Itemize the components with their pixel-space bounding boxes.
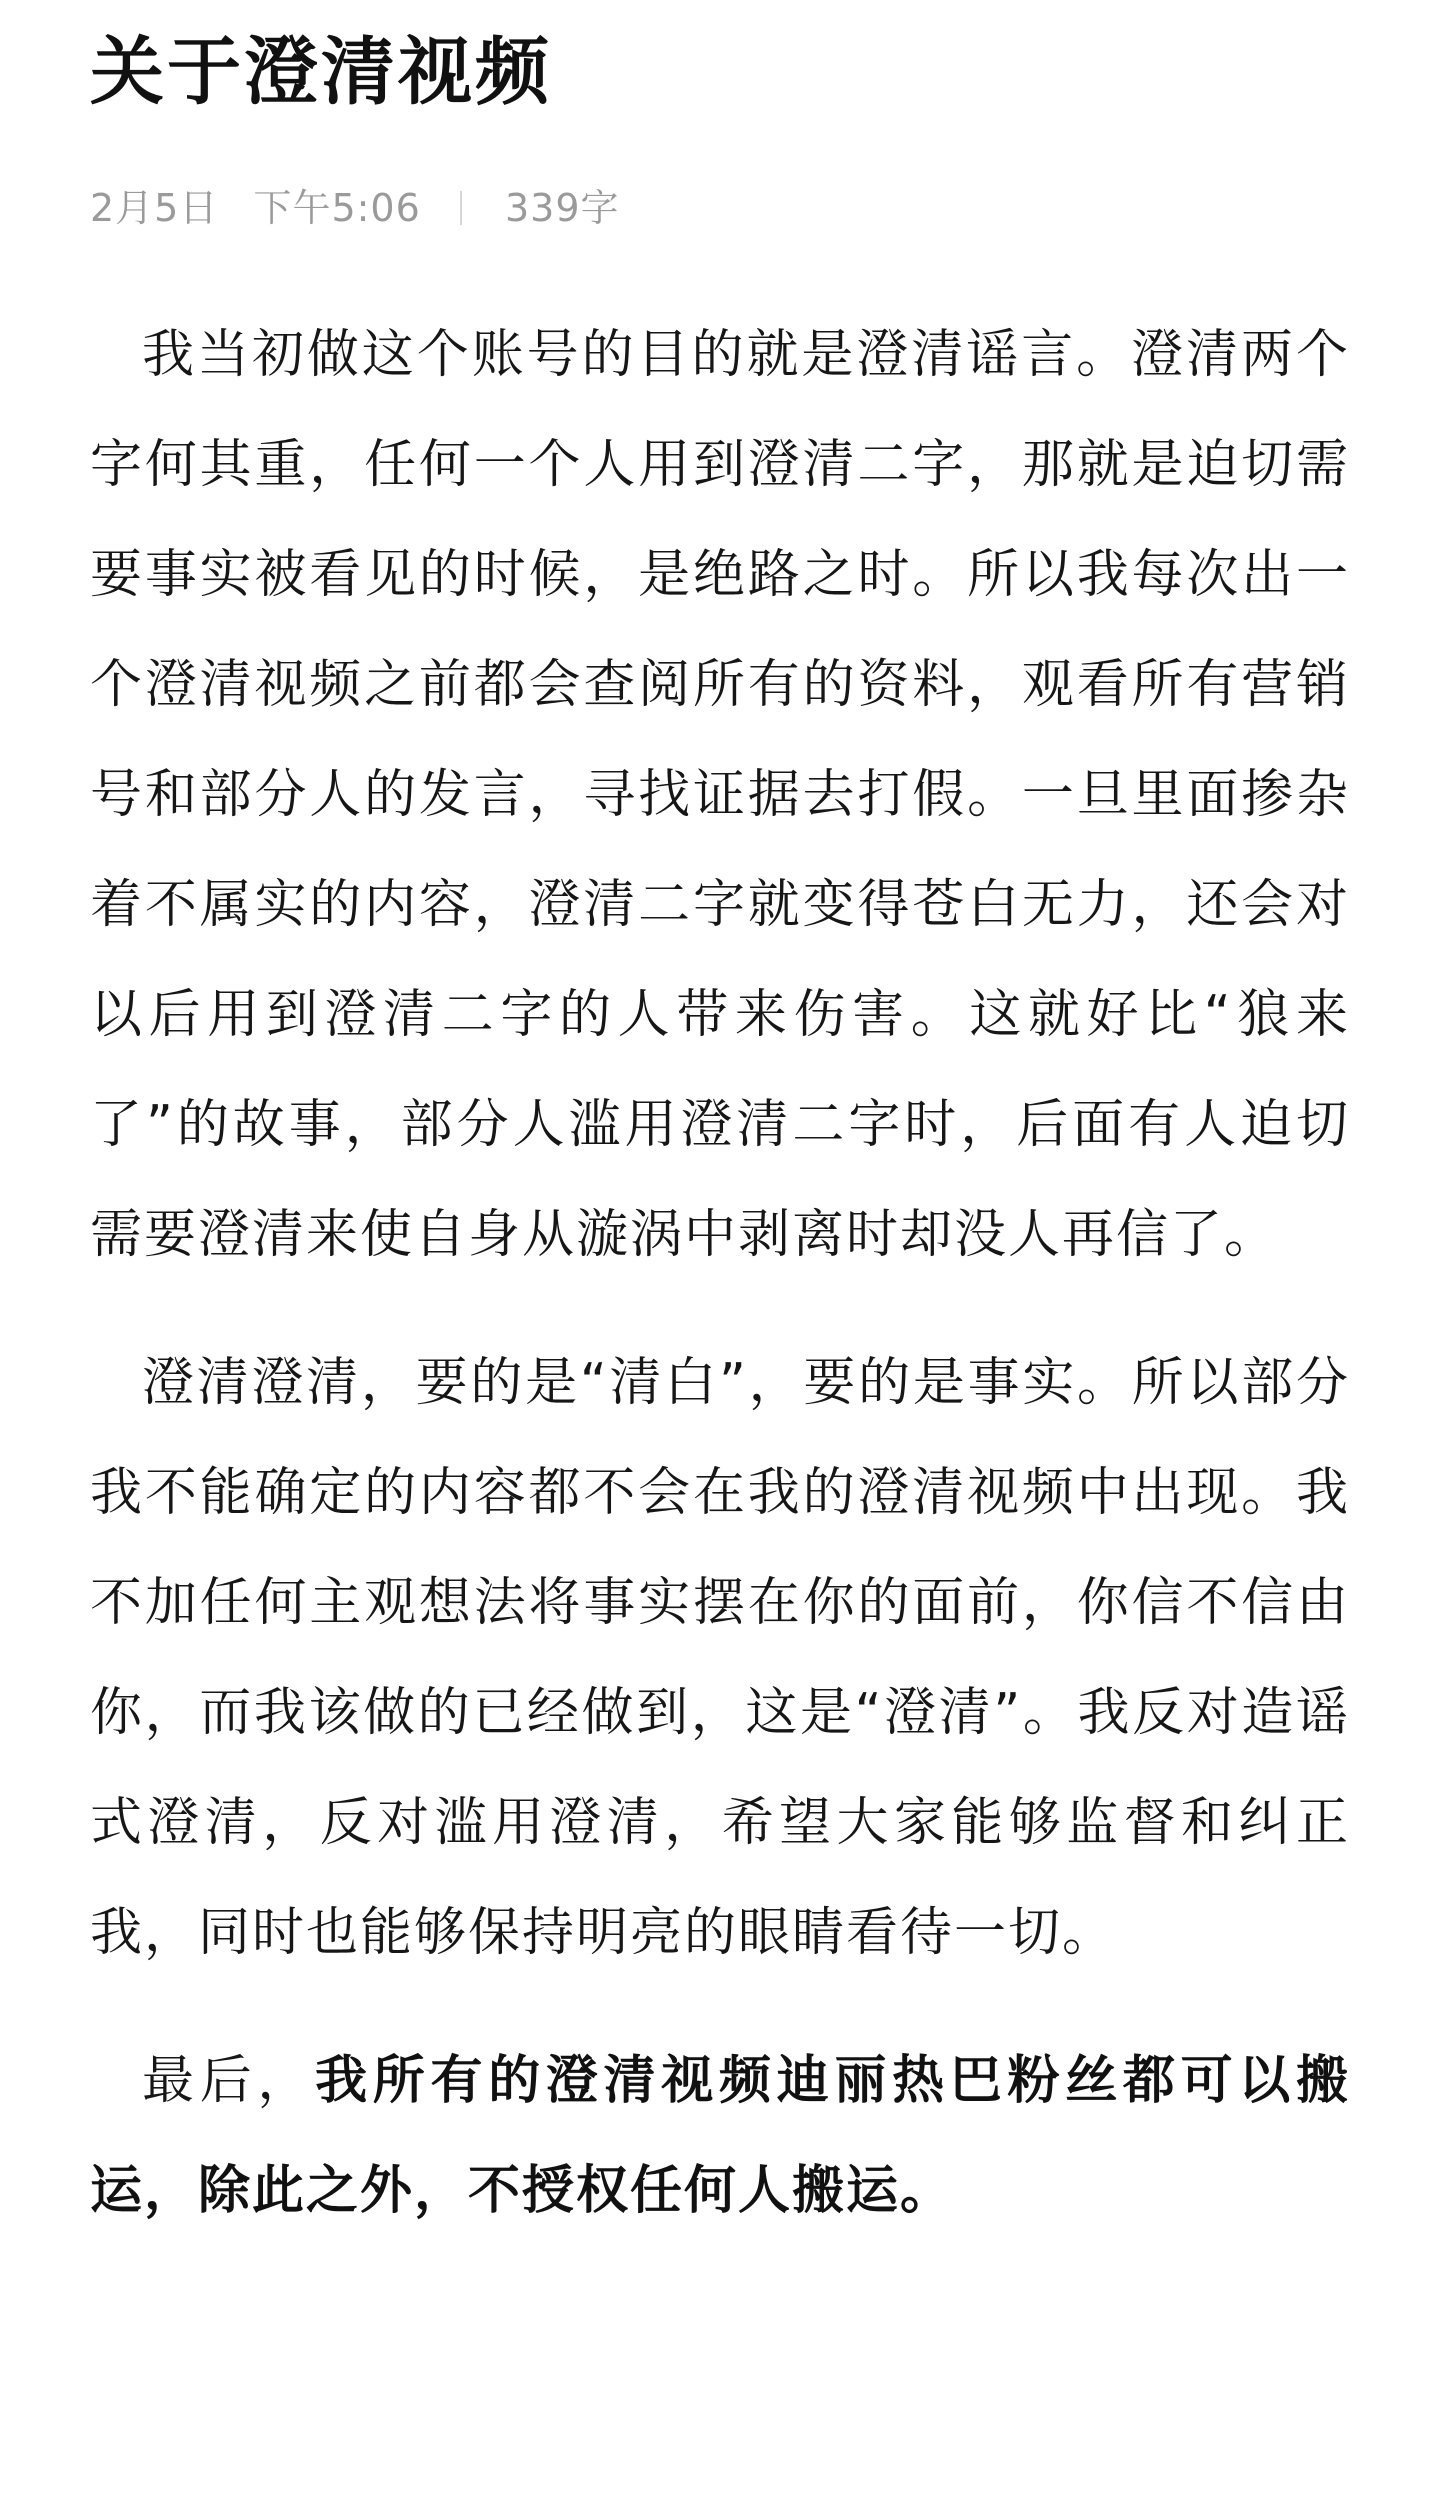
note-date: 2月5日 bbox=[90, 186, 219, 230]
note-title: 关于澄清视频 bbox=[90, 29, 552, 115]
paragraph-3-lead: 最后， bbox=[142, 2051, 316, 2111]
paragraph-3-bold: 我所有的澄清视频迪丽热巴粉丝都可以搬运，除此之外，不授权任何人搬运。 bbox=[90, 2051, 1350, 2221]
meta-divider bbox=[460, 191, 462, 225]
note-meta bbox=[90, 178, 1350, 238]
paragraph-1: 我当初做这个账号的目的就是澄清谣言。澄清两个字何其重，任何一个人用到澄清二字，那就是迫切需要事实被看见的时候，是绝路之时。所以我每次出一个澄清视频之前都会查阅所有的资料，观看所有营销号和部分人的发言，寻找证据去打假。一旦里面掺杂着不属实的内容，澄清二字就变得苍白无力，还会对以后用到澄清二字的人带来伤害。这就好比“狼来了”的故事，部分人滥用澄清二字时，后面有人迫切需要澄清来使自身从漩涡中剥离时却没人再信了。 bbox=[90, 325, 1350, 1265]
word-count: 339字 bbox=[504, 186, 620, 230]
paragraph-2: 澄清澄清，要的是“清白”，要的是事实。所以部分我不能确定的内容都不会在我的澄清视频中出现。我不加任何主观想法将事实摆在你的面前，你信不信由你，而我该做的已经做到，这是“澄清”。我反对造谣式澄清，反对滥用澄清，希望大家能够监督和纠正我，同时也能够保持明亮的眼睛看待一切。 bbox=[90, 1353, 1350, 1963]
paragraph-3 bbox=[90, 2026, 1350, 2246]
note-time: 下午5:06 bbox=[253, 186, 421, 230]
